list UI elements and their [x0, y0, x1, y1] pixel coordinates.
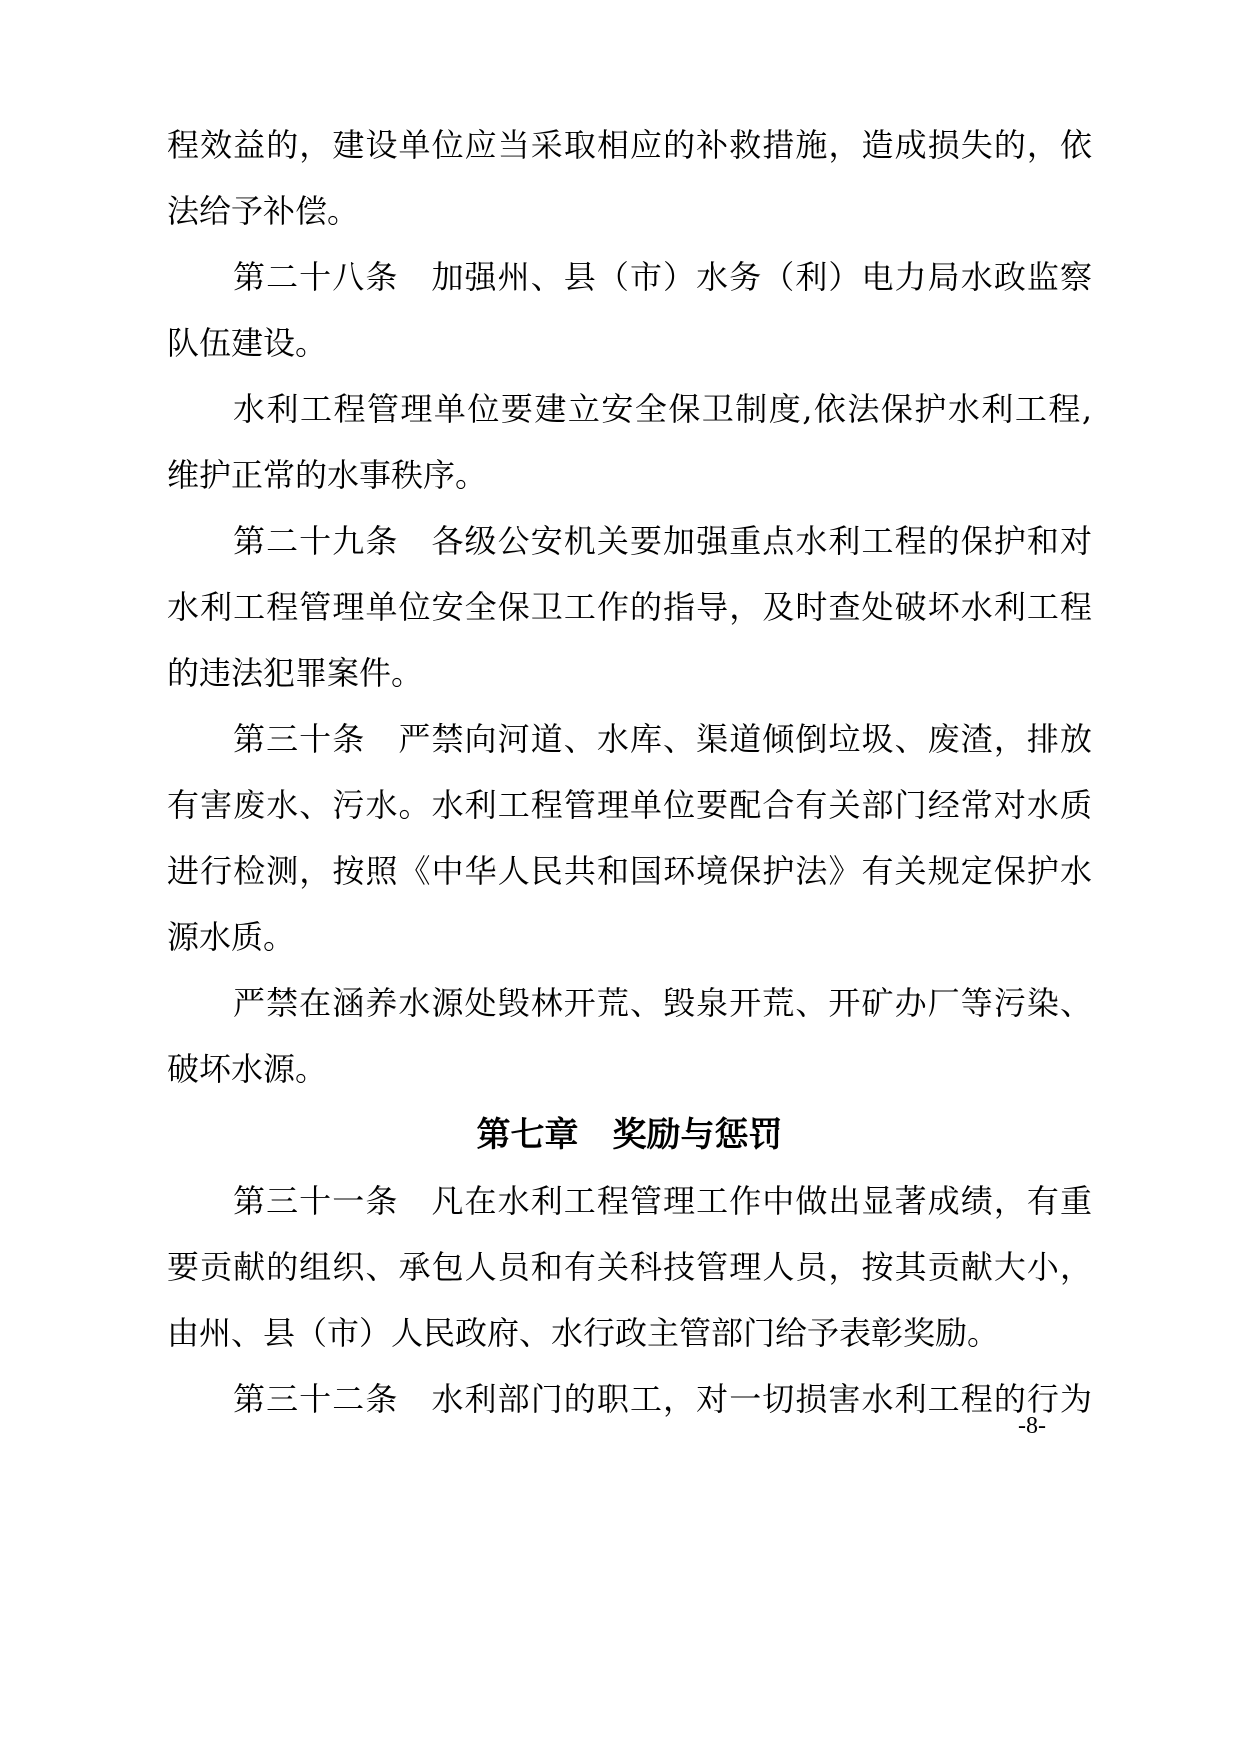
text-line: 进行检测，按照《中华人民共和国环境保护法》有关规定保护水 [167, 852, 1092, 890]
text-line: 程效益的，建设单位应当采取相应的补救措施，造成损失的，依 [167, 126, 1092, 164]
article-28-line: 第二十八条 加强州、县（市）水务（利）电力局水政监察 [233, 258, 1092, 296]
text-line: 法给予补偿。 [167, 192, 360, 230]
text-line: 水利工程管理单位安全保卫工作的指导，及时查处破坏水利工程 [167, 588, 1092, 626]
text-line: 水利工程管理单位要建立安全保卫制度,依法保护水利工程, [233, 390, 1092, 428]
page-number: -8- [1018, 1413, 1046, 1439]
text-line: 维护正常的水事秩序。 [167, 456, 488, 494]
text-line: 有害废水、污水。水利工程管理单位要配合有关部门经常对水质 [167, 786, 1092, 824]
text-line: 的违法犯罪案件。 [167, 654, 424, 692]
text-line: 源水质。 [167, 918, 296, 956]
article-29-line: 第二十九条 各级公安机关要加强重点水利工程的保护和对 [233, 522, 1092, 560]
text-line: 队伍建设。 [167, 324, 328, 362]
text-line: 严禁在涵养水源处毁林开荒、毁泉开荒、开矿办厂等污染、 [233, 984, 1092, 1022]
text-line: 破坏水源。 [167, 1050, 328, 1088]
article-31-line: 第三十一条 凡在水利工程管理工作中做出显著成绩，有重 [233, 1182, 1092, 1220]
text-line: 要贡献的组织、承包人员和有关科技管理人员，按其贡献大小， [167, 1248, 1092, 1286]
text-line: 由州、县（市）人民政府、水行政主管部门给予表彰奖励。 [167, 1314, 1000, 1352]
document-body [167, 112, 1092, 1432]
article-32-line: 第三十二条 水利部门的职工，对一切损害水利工程的行为 [233, 1380, 1092, 1418]
article-30-line: 第三十条 严禁向河道、水库、渠道倾倒垃圾、废渣，排放 [233, 720, 1092, 758]
chapter-heading: 第七章 奖励与惩罚 [476, 1115, 783, 1155]
